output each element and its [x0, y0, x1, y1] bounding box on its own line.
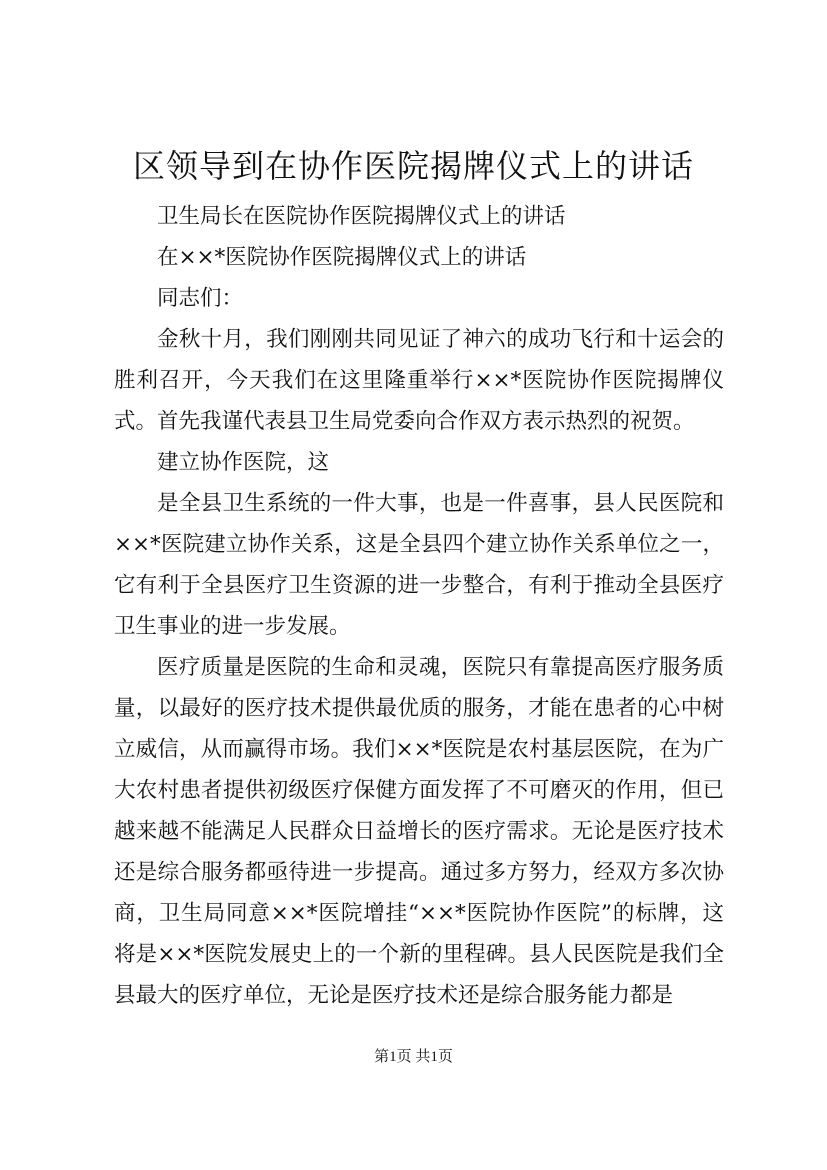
subtitle-paragraph: 在××*医院协作医院揭牌仪式上的讲话: [157, 245, 527, 270]
body-paragraph: 金秋十月，我们刚刚共同见证了神六的成功飞行和十运会的胜利召开，今天我们在这里隆重举行××*医院协作医院揭牌仪式。首先我谨代表县卫生局党委向合作双方表示热烈的祝贺。: [114, 327, 724, 434]
body-paragraph: 建立协作医院，这: [157, 450, 330, 475]
document-title: 区领导到在协作医院揭牌仪式上的讲话: [132, 147, 694, 185]
salutation: 同志们：: [157, 286, 244, 311]
page-footer: 第1页 共1页: [374, 1049, 453, 1065]
subtitle-paragraph: 卫生局长在医院协作医院揭牌仪式上的讲话: [157, 204, 566, 229]
body-paragraph: 医疗质量是医院的生命和灵魂，医院只有靠提高医疗服务质量，以最好的医疗技术提供最优质的服务，才能在患者的心中树立威信，从而赢得市场。我们××*医院是农村基层医院，在为广大农村患者提供初级医疗保健方面发挥了不可磨灭的作用，但已越来越不能满足人民群众日益增长的医疗需求。无论是医疗技术还是综合服务都亟待进一步提高。通过多方努力，经双方多次协商，卫生局同意××*医院增挂“××*医院协作医院”的标牌，这将是××*医院发展史上的一个新的里程碑。县人民医院是我们全县最大的医疗单位，无论是医疗技术还是综合服务能力都是: [114, 655, 724, 1008]
body-paragraph: 是全县卫生系统的一件大事，也是一件喜事，县人民医院和××*医院建立协作关系，这是全县四个建立协作关系单位之一，它有利于全县医疗卫生资源的进一步整合，有利于推动全县医疗卫生事业的进一步发展。: [114, 491, 724, 639]
document-body: [114, 196, 724, 1016]
